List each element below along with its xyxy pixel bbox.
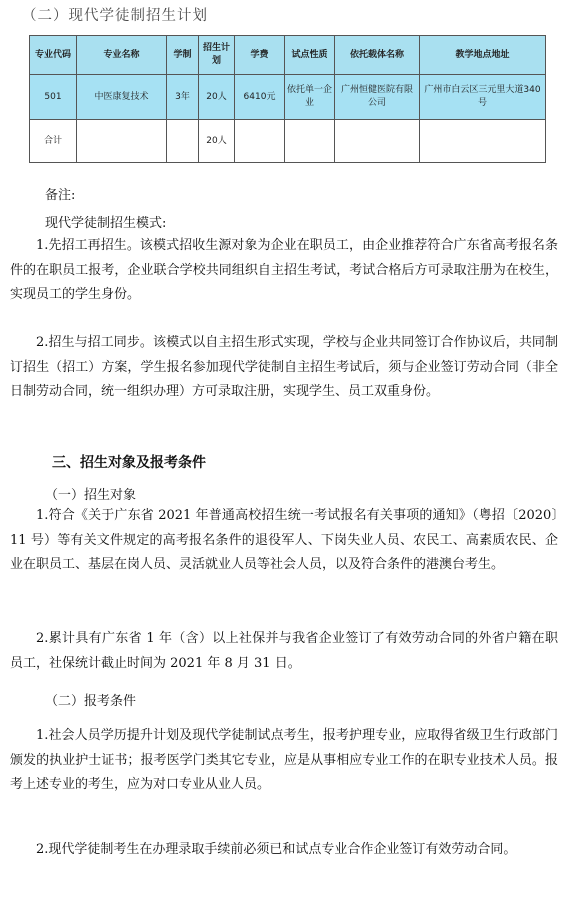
table-cell: [420, 120, 546, 163]
subsection-1-title: （一）招生对象: [45, 488, 137, 503]
table-cell: [235, 120, 285, 163]
total-label: 合计: [30, 120, 77, 163]
table-cell: 广州市白云区三元里大道340号: [420, 75, 546, 120]
condition-2-paragraph: 2.现代学徒制考生在办理录取手续前必须已和试点专业合作企业签订有效劳动合同。: [36, 842, 517, 857]
header-cell: 教学地点地址: [420, 36, 546, 75]
mode-title: 现代学徒制招生模式:: [45, 216, 167, 231]
table-cell: 中医康复技术: [77, 75, 167, 120]
target-2-paragraph: 2.累计具有广东省 1 年（含）以上社保并与我省企业签订了有效劳动合同的外省户籍在职员工，社保统计截止时间为 2021 年 8 月 31 日。: [10, 631, 558, 671]
section-3-heading: 三、招生对象及报考条件: [52, 455, 206, 471]
condition-1-paragraph: 1.社会人员学历提升计划及现代学徒制试点考生，报考护理专业，应取得省级卫生行政部门颁发的执业护士证书；报考医学门类其它专业，应是从事相应专业工作的在职专业技术人员。报考上述专业的考生，应为对口专业从业人员。: [10, 728, 558, 793]
table-cell: 广州恒健医院有限公司: [335, 75, 420, 120]
table-cell: 6410元: [235, 75, 285, 120]
table-cell: [285, 120, 335, 163]
table-header-row: [30, 36, 546, 75]
target-1-paragraph: 1.符合《关于广东省 2021 年普通高校招生统一考试报名有关事项的通知》（粤招〔2020〕11 号）等有关文件规定的高考报名条件的退役军人、下岗失业人员、农民工、高素质农民、企业在职员工、基层在岗人员、灵活就业人员等社会人员，以及符合条件的港澳台考生。: [10, 508, 558, 573]
enrollment-plan-table: [29, 35, 546, 163]
subsection-2-title: （二）报考条件: [45, 694, 137, 709]
table-total-row: [30, 120, 546, 163]
table-cell: [167, 120, 199, 163]
table-cell: 3年: [167, 75, 199, 120]
notes-label: 备注:: [45, 188, 76, 203]
header-cell: 试点性质: [285, 36, 335, 75]
header-cell: 招生计划: [199, 36, 235, 75]
table-cell: 20人: [199, 75, 235, 120]
table-cell: 依托单一企业: [285, 75, 335, 120]
mode-2-paragraph: 2.招生与招工同步。该模式以自主招生形式实现，学校与企业共同签订合作协议后，共同制订招生（招工）方案，学生报名参加现代学徒制自主招生考试后，须与企业签订劳动合同（非全日制劳动合同，统一组织办理）方可录取注册，实现学生、员工双重身份。: [10, 335, 558, 400]
header-cell: 学费: [235, 36, 285, 75]
table-cell: [335, 120, 420, 163]
header-cell: 专业代码: [30, 36, 77, 75]
total-count: 20人: [199, 120, 235, 163]
header-cell: 依托载体名称: [335, 36, 420, 75]
table-row: [30, 75, 546, 120]
mode-1-paragraph: 1.先招工再招生。该模式招收生源对象为企业在职员工，由企业推荐符合广东省高考报名条件的在职员工报考，企业联合学校共同组织自主招生考试，考试合格后方可录取注册为在校生，实现员工的学生身份。: [10, 238, 558, 303]
table-cell: [77, 120, 167, 163]
table-cell: 501: [30, 75, 77, 120]
header-cell: 学制: [167, 36, 199, 75]
section-title: （二）现代学徒制招生计划: [22, 8, 208, 24]
header-cell: 专业名称: [77, 36, 167, 75]
